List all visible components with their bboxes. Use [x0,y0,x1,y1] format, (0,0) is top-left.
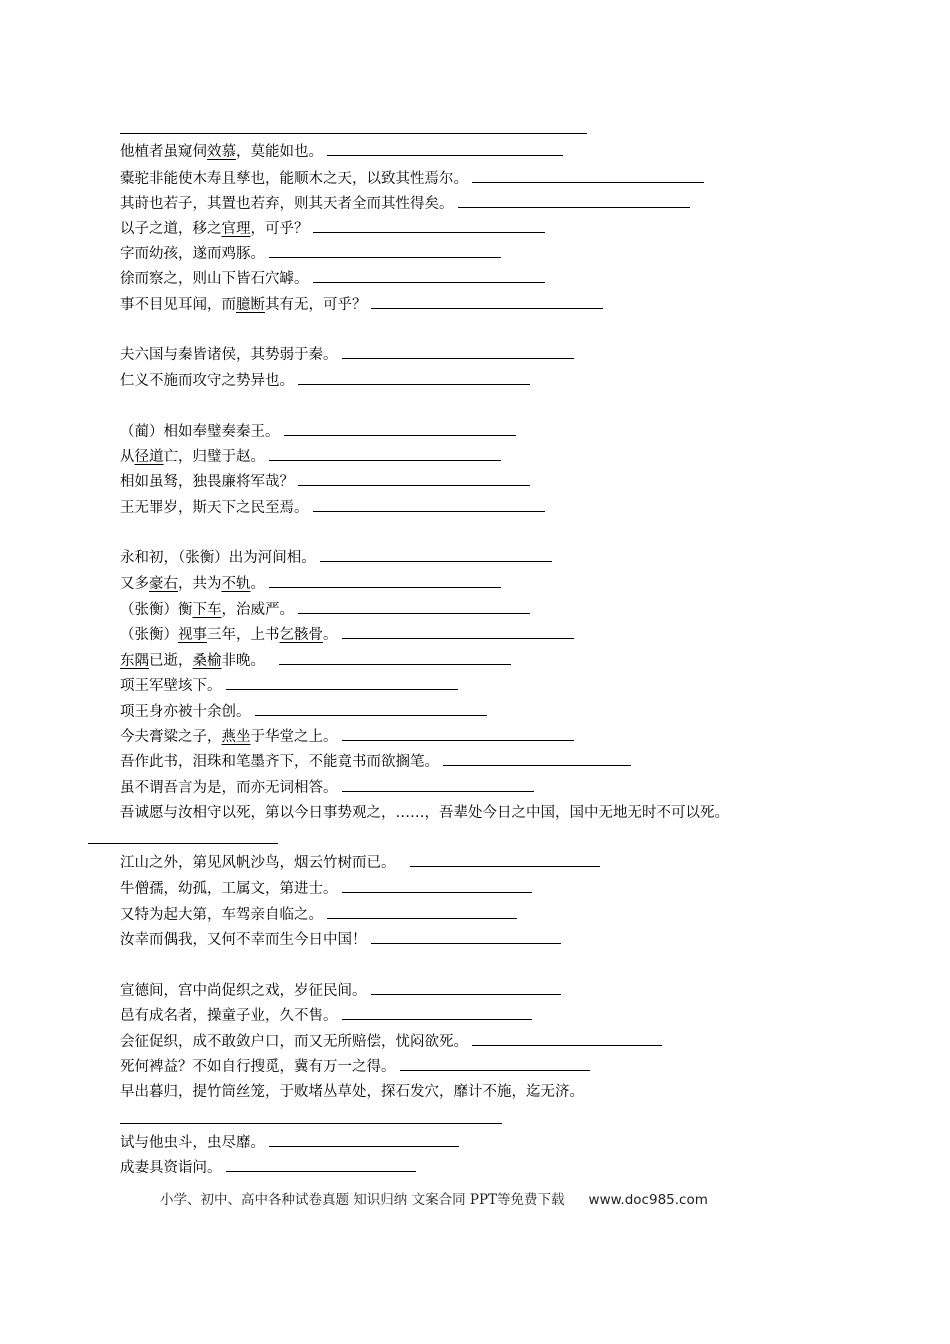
answer-blank[interactable] [342,345,574,359]
keyword: 不轨 [221,576,251,592]
answer-blank[interactable] [327,905,517,919]
question-13: 王无罪岁，斯天下之民至焉。 [120,498,545,520]
footer-text: 小学、初中、高中各种试卷真题 知识归纳 文案合同 PPT等免费下载 [160,1192,565,1208]
answer-blank[interactable] [298,600,530,614]
keyword: 视事 [178,627,207,643]
answer-blank[interactable] [443,752,631,766]
question-31: 会征促织，成不敢敛户口，而又无所赔偿，忧闷欲死。 [120,1032,662,1054]
answer-blank[interactable] [120,1123,502,1124]
question-20: 项王身亦被十余创。 [120,702,487,724]
question-24: 吾诚愿与汝相守以死，第以今日事势观之，……，吾辈处今日之中国，国中无地无时不可以死。 [120,805,729,821]
keyword: 效慕 [207,144,236,160]
answer-blank[interactable] [298,472,530,486]
question-09: 仁义不施而攻守之势异也。 [120,371,530,393]
question-26: 牛僧孺，幼孤，工属文，第进士。 [120,879,532,901]
answer-blank[interactable] [226,1158,416,1172]
answer-blank[interactable] [279,651,511,665]
answer-blank[interactable] [371,295,603,309]
answer-blank[interactable] [342,778,534,792]
answer-blank[interactable] [269,1133,459,1147]
answer-blank[interactable] [342,879,532,893]
answer-blank[interactable] [313,269,545,283]
answer-blank[interactable] [410,853,600,867]
answer-blank[interactable] [255,702,487,716]
footer-site-link[interactable]: www.doc985.com [588,1192,708,1208]
keyword: 径道 [134,449,164,465]
question-28: 汝幸而偶我，又何不幸而生今日中国！ [120,930,561,952]
answer-blank[interactable] [298,371,530,385]
answer-blank[interactable] [472,1032,662,1046]
answer-blank[interactable] [320,548,552,562]
keyword: 官理 [221,221,251,237]
answer-blank[interactable] [371,981,561,995]
answer-blank[interactable] [458,194,690,208]
question-23: 虽不谓吾言为是，而亦无词相答。 [120,778,534,800]
question-06: 徐而察之，则山下皆石穴罅。 [120,269,545,291]
answer-blank[interactable] [284,422,516,436]
answer-blank[interactable] [313,498,545,512]
question-27: 又特为起大第，车驾亲自临之。 [120,905,517,927]
keyword: 桑榆 [192,653,222,669]
answer-blank[interactable] [342,1006,532,1020]
keyword: 下车 [192,602,222,618]
question-30: 邑有成名者，操童子业，久不售。 [120,1006,532,1028]
question-22: 吾作此书，泪珠和笔墨齐下，不能竟书而欲搁笔。 [120,752,631,774]
question-10: （蔺）相如奉璧奏秦王。 [120,422,516,444]
question-01: 他植者虽窥伺效慕，莫能如也。 [120,142,563,164]
question-32: 死何裨益？不如自行搜觅，冀有万一之得。 [120,1057,590,1079]
question-15: 又多豪右，共为不轨。 [120,574,501,596]
question-35: 成妻具资诣问。 [120,1158,416,1180]
question-17: （张衡）视事三年，上书乞骸骨。 [120,625,574,647]
question-34: 试与他虫斗，虫尽靡。 [120,1133,459,1155]
keyword: 东隅 [120,653,149,669]
answer-blank[interactable] [226,676,458,690]
question-21: 今夫膏粱之子，燕坐于华堂之上。 [120,727,574,749]
question-33: 早出暮归，提竹筒丝笼，于败堵丛草处，探石发穴，靡计不施，迄无济。 [120,1084,584,1100]
answer-blank[interactable] [342,625,574,639]
answer-blank[interactable] [88,843,278,844]
answer-blank[interactable] [400,1057,590,1071]
answer-blank[interactable] [327,142,563,156]
question-08: 夫六国与秦皆诸侯，其势弱于秦。 [120,345,574,367]
question-02: 橐驼非能使木寿且孳也，能顺木之天，以致其性焉尔。 [120,169,704,191]
question-12: 相如虽驽，独畏廉将军哉？ [120,472,530,494]
keyword: 臆断 [236,297,265,313]
question-04: 以子之道，移之官理，可乎？ [120,219,545,241]
keyword: 乞骸骨 [279,627,323,643]
question-18: 东隅已逝，桑榆非晚。 [120,651,511,673]
question-19: 项王军壁垓下。 [120,676,458,698]
question-14: 永和初，（张衡）出为河间相。 [120,548,552,570]
question-07: 事不目见耳闻，而臆断其有无，可乎？ [120,295,603,317]
question-05: 字而幼孩，遂而鸡豚。 [120,244,501,266]
question-16: （张衡）衡下车，治威严。 [120,600,530,622]
footer [160,1190,708,1210]
answer-blank[interactable] [342,727,574,741]
answer-blank[interactable] [472,169,704,183]
keyword: 燕坐 [221,729,251,745]
answer-blank[interactable] [371,930,561,944]
question-25: 江山之外，第见风帆沙鸟，烟云竹树而已。 [120,853,600,875]
question-03: 其莳也若子，其置也若弃，则其天者全而其性得矣。 [120,194,690,216]
question-29: 宣德间，宫中尚促织之戏，岁征民间。 [120,981,561,1003]
keyword: 豪右 [149,576,178,592]
answer-blank[interactable] [313,219,545,233]
question-11: 从径道亡，归璧于赵。 [120,447,501,469]
answer-blank[interactable] [269,244,501,258]
answer-line-continued [120,133,587,134]
answer-blank[interactable] [269,574,501,588]
answer-blank[interactable] [269,447,501,461]
